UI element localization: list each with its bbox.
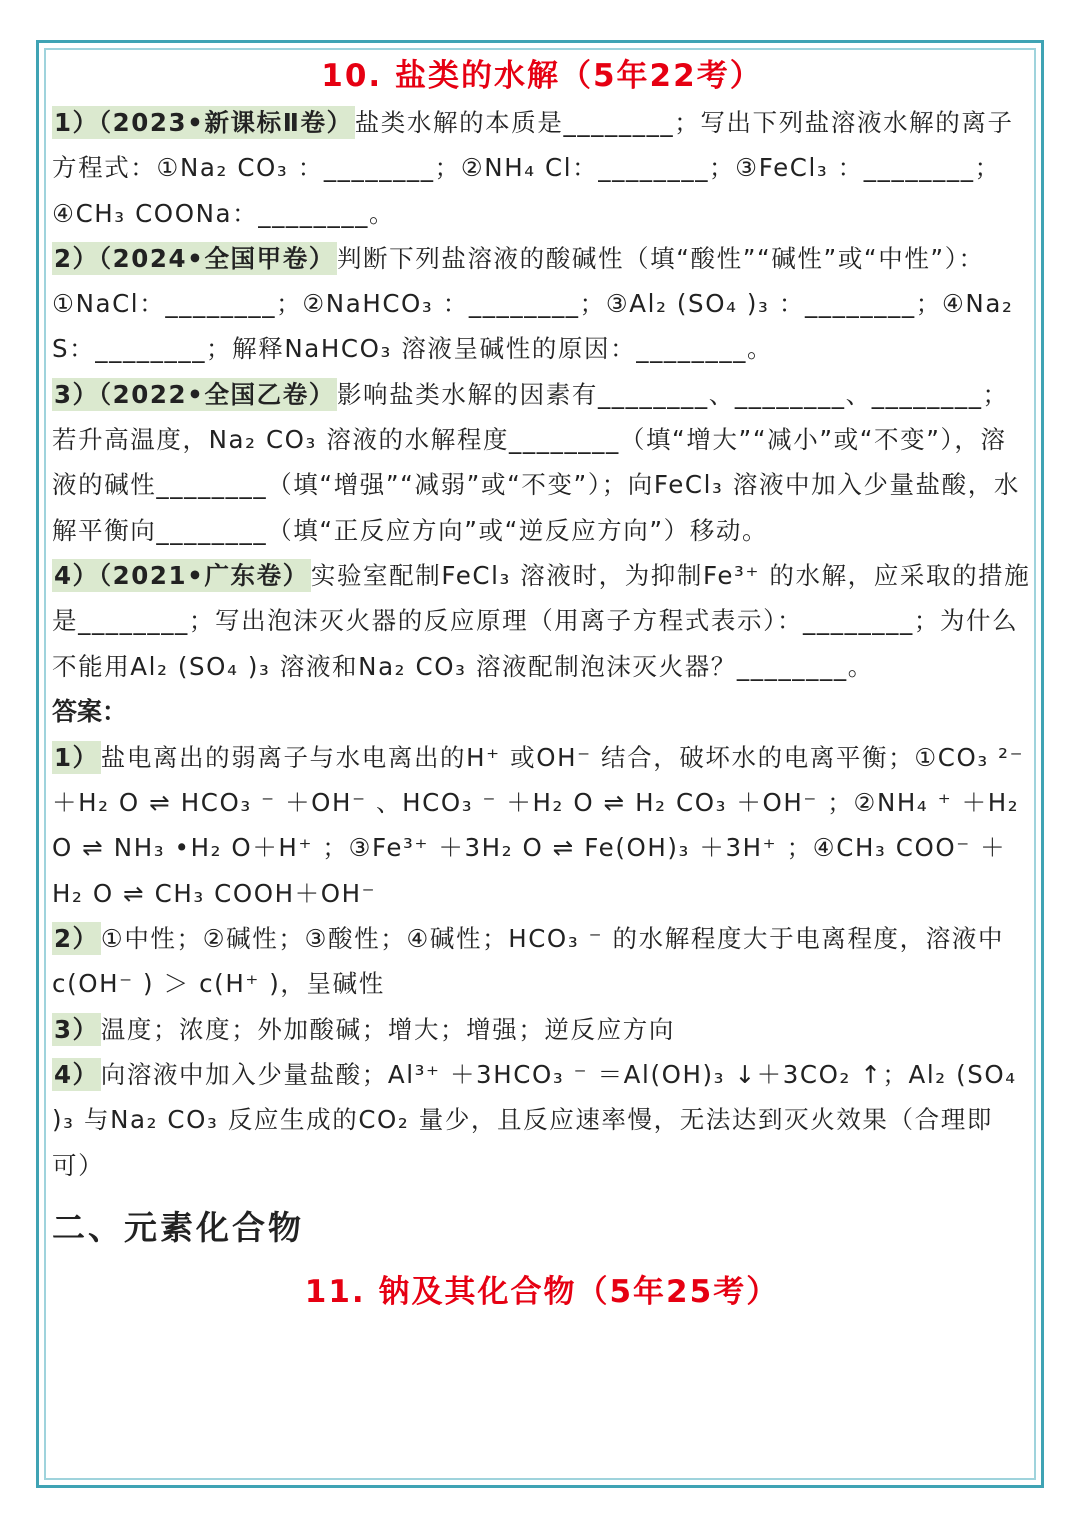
question-text: 盐类水解的本质是________；写出下列盐溶液水解的离子方程式：①Na₂ CO₃ ：________；②NH₄ Cl：________；③FeCl₃ ：________；④CH₃ COONa：________。 [52, 108, 1014, 228]
answer-tag: 1） [54, 742, 99, 772]
answer-tag: 3） [54, 1014, 99, 1044]
question-4 [52, 553, 1032, 689]
answer-text: ①中性；②碱性；③酸性；④碱性；HCO₃ ⁻ 的水解程度大于电离程度，溶液中c(OH⁻ ) ＞ c(H⁺ )，呈碱性 [52, 924, 1005, 999]
answer-text: 盐电离出的弱离子与水电离出的H⁺ 或OH⁻ 结合，破坏水的电离平衡；①CO₃ ²⁻ ＋H₂ O ⇌ HCO₃ ⁻ ＋OH⁻ 、HCO₃ ⁻ ＋H₂ O ⇌ H₂ CO₃ ＋OH⁻ ；②NH₄ ⁺ ＋H₂ O ⇌ NH₃ •H₂ O＋H⁺ ；③Fe³⁺ ＋3H₂ O ⇌ Fe(OH)₃ ＋3H⁺ ；④CH₃ COO⁻ ＋H₂ O ⇌ CH₃ COOH＋OH⁻ [52, 742, 1025, 908]
answer-tag: 4） [54, 1059, 99, 1089]
answer-text: 温度；浓度；外加酸碱；增大；增强；逆反应方向 [100, 1014, 675, 1044]
question-tag: 4）（2021•广东卷） [54, 560, 309, 590]
question-2 [52, 236, 1032, 372]
question-tag: 3）（2022•全国乙卷） [54, 379, 335, 409]
answer-1 [52, 735, 1032, 916]
question-text: 影响盐类水解的因素有________、________、________；若升高温度，Na₂ CO₃ 溶液的水解程度________（填“增大”“减小”或“不变”），溶液的碱性________（填“增强”“减弱”或“不变”）；向FeCl₃ 溶液中加入少量盐酸，水解平衡向________（填“正反应方向”或“逆反应方向”）移动。 [52, 379, 1020, 545]
answer-2 [52, 916, 1032, 1007]
question-tag: 1）（2023•新课标Ⅱ卷） [54, 108, 353, 137]
next-section-title: 11. 钠及其化合物（5年25考） [304, 1273, 780, 1310]
question-tag: 2）（2024•全国甲卷） [54, 243, 335, 273]
answer-3 [52, 1007, 1032, 1052]
chapter-heading: 二、元素化合物 [52, 1207, 304, 1247]
answer-tag: 2） [54, 924, 99, 954]
question-1 [52, 100, 1032, 236]
answer-heading: 答案： [52, 696, 128, 726]
worksheet-content [52, 52, 1032, 1324]
question-text: 判断下列盐溶液的酸碱性（填“酸性”“碱性”或“中性”）：①NaCl：________；②NaHCO₃ ：________；③Al₂ (SO₄ )₃ ：________；④Na₂ S：________；解释NaHCO₃ 溶液呈碱性的原因：________。 [52, 243, 1014, 364]
question-3 [52, 372, 1032, 553]
section-title: 10. 盐类的水解（5年22考） [321, 58, 763, 94]
answer-4 [52, 1052, 1032, 1188]
question-text: 实验室配制FeCl₃ 溶液时，为抑制Fe³⁺ 的水解，应采取的措施是________；写出泡沫灭火器的反应原理（用离子方程式表示）：________；为什么不能用Al₂ (SO₄ )₃ 溶液和Na₂ CO₃ 溶液配制泡沫灭火器？________。 [52, 560, 1031, 681]
answer-text: 向溶液中加入少量盐酸；Al³⁺ ＋3HCO₃ ⁻ ＝Al(OH)₃ ↓＋3CO₂ ↑；Al₂ (SO₄ )₃ 与Na₂ CO₃ 反应生成的CO₂ 量少，且反应速率慢，无法达到灭火效果（合理即可） [52, 1059, 1017, 1180]
